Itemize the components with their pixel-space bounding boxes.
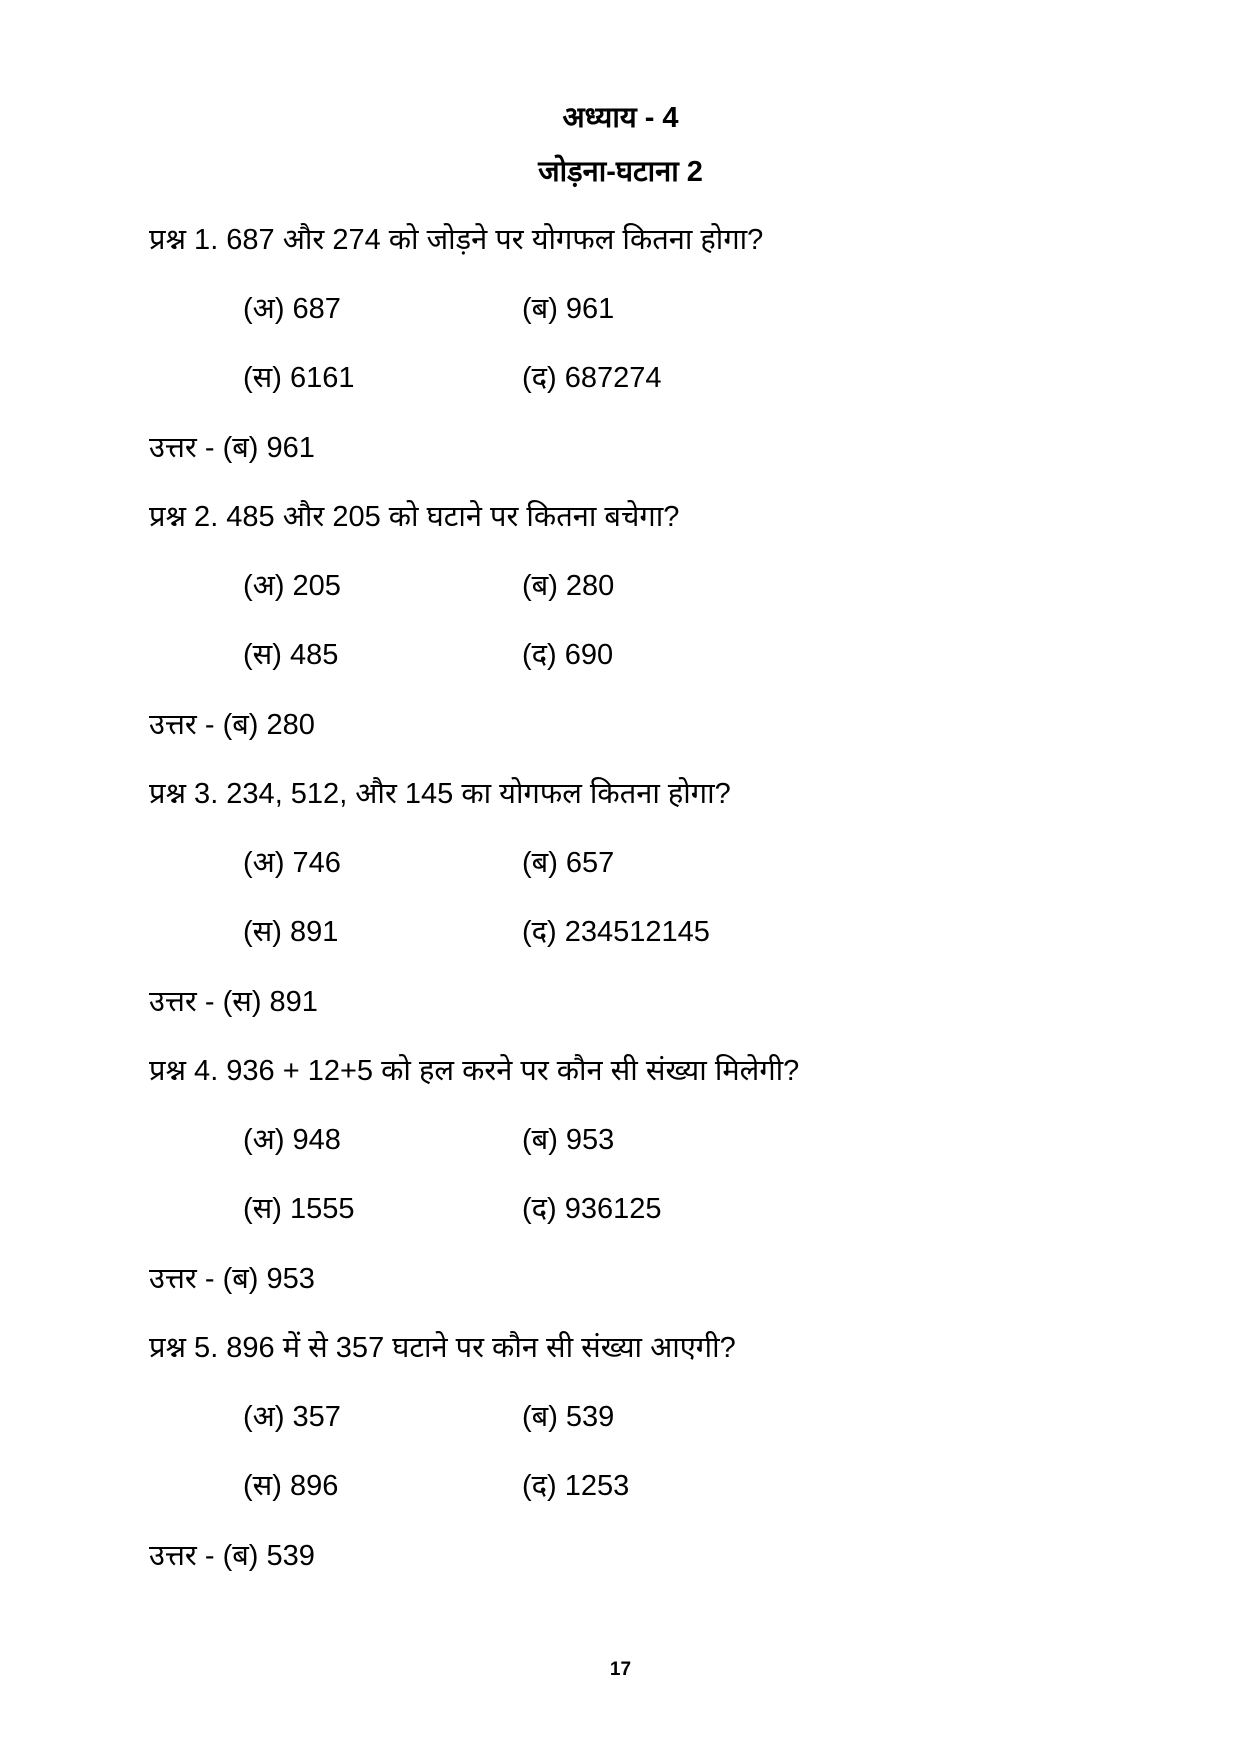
- page-number: 17: [609, 1659, 632, 1680]
- option-d: (द) 234512145: [522, 916, 710, 948]
- option-b: (ब) 280: [522, 570, 615, 602]
- option-b: (ब) 953: [522, 1124, 615, 1156]
- option-c: (स) 485: [243, 639, 339, 671]
- option-c: (स) 891: [243, 916, 339, 948]
- question-text: प्रश्न 2. 485 और 205 को घटाने पर कितना बचेगा?: [149, 501, 680, 533]
- option-a: (अ) 687: [243, 293, 341, 325]
- option-a: (अ) 205: [243, 570, 341, 602]
- option-a: (अ) 357: [243, 1401, 341, 1433]
- question-text: प्रश्न 1. 687 और 274 को जोड़ने पर योगफल कितना होगा?: [149, 224, 764, 256]
- option-c: (स) 6161: [243, 362, 355, 394]
- option-b: (ब) 657: [522, 847, 615, 879]
- option-b: (ब) 961: [522, 293, 615, 325]
- option-d: (द) 687274: [522, 362, 662, 394]
- answer-text: उत्तर - (ब) 953: [149, 1263, 315, 1295]
- option-d: (द) 1253: [522, 1470, 630, 1502]
- option-c: (स) 1555: [243, 1193, 355, 1225]
- answer-text: उत्तर - (स) 891: [149, 986, 318, 1018]
- question-text: प्रश्न 5. 896 में से 357 घटाने पर कौन सी संख्या आएगी?: [149, 1332, 736, 1364]
- option-a: (अ) 746: [243, 847, 341, 879]
- answer-text: उत्तर - (ब) 539: [149, 1540, 315, 1572]
- question-text: प्रश्न 3. 234, 512, और 145 का योगफल कितना होगा?: [149, 778, 731, 810]
- option-c: (स) 896: [243, 1470, 339, 1502]
- chapter-title: अध्याय - 4: [562, 102, 679, 134]
- option-d: (द) 936125: [522, 1193, 662, 1225]
- chapter-subtitle: जोड़ना-घटाना 2: [538, 156, 703, 188]
- option-a: (अ) 948: [243, 1124, 341, 1156]
- answer-text: उत्तर - (ब) 280: [149, 709, 315, 741]
- option-b: (ब) 539: [522, 1401, 615, 1433]
- question-text: प्रश्न 4. 936 + 12+5 को हल करने पर कौन सी संख्या मिलेगी?: [149, 1055, 800, 1087]
- answer-text: उत्तर - (ब) 961: [149, 432, 315, 464]
- option-d: (द) 690: [522, 639, 614, 671]
